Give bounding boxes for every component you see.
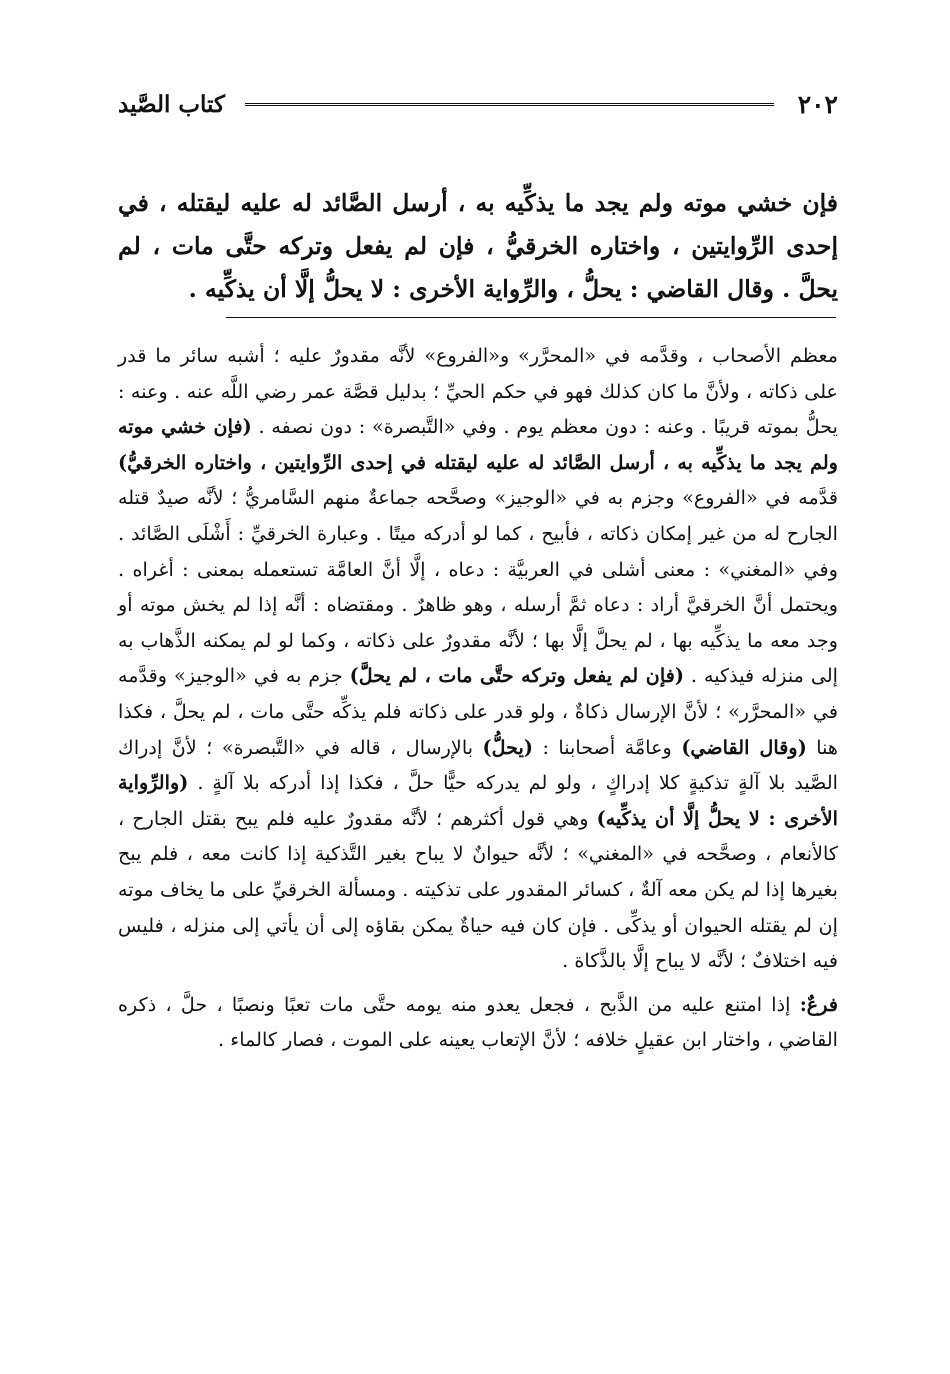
commentary-segment: وهي قول أكثرهم ؛ لأنَّه مقدورٌ عليه فلم يبح بقتل الجارح ، كالأنعام ، وصحَّحه في «المغني» ؛ لأنَّه حيوانٌ لا يباح بغير التَّذكية إذا كانت معه ، فلم يبح بغيرها إذا لم يكن معه آلةٌ ، كسائر المقدور على تذكيته . ومسألة الخرقيِّ على ما يخاف موته إن لم يقتله الحيوان أو يذكِّى . فإن كان فيه حياةٌ يمكن بقاؤه إلى أن يأتي إلى منزله ، فليس فيه اختلافٌ ؛ لأنَّه لا يباح إلَّا بالذَّكاة .	[118, 806, 838, 973]
quoted-matn: (وقال القاضي)	[681, 735, 807, 759]
commentary-segment: قدَّمه في «الفروع» وجزم به في «الوجيز» وصحَّحه جماعةٌ منهم السَّامريُّ ؛ لأنَّه صيدٌ قتله الجارح له من غير إمكان ذكاته ، فأبيح ، كما لو أدركه ميتًا . وعبارة الخرقيِّ : أَشْلَى الصَّائد . وفي «المغني» : معنى أشلى في العربيَّة : دعاه ، إلَّا أنَّ العامَّة تستعمله بمعنى : أغراه . ويحتمل أنَّ الخرقيَّ أراد : دعاه ثمَّ أرسله ، وهو ظاهرٌ . ومقتضاه : أنَّه إذا لم يخش موته أو وجد معه ما يذكِّيه بها ، لم يحلَّ إلَّا بها ؛ لأنَّه مقدورٌ على ذكاته ، وكما لو لم يمكنه الذَّهاب به إلى منزله فيذكيه .	[118, 486, 839, 688]
commentary-segment: معظم الأصحاب ، وقدَّمه في «المحرَّر» و«الفروع» لأنَّه مقدورٌ عليه ؛ أشبه سائر ما قدر على ذكاته ، ولأنَّ ما كان كذلك فهو في حكم الحيِّ ؛ بدليل قصَّة عمر رضي اللَّه عنه . وعنه : يحلُّ بموته قريبًا . وعنه : دون معظم يوم . وفي «التَّبصرة» : دون نصفه .	[118, 344, 839, 439]
quoted-matn: (فإن خشي موته ولم يجد ما يذكِّيه به ، أرسل الصَّائد له عليه ليقتله في إحدى الرِّوايتين ، واختاره الخرقيُّ)	[118, 415, 838, 474]
quoted-matn: (فإن لم يفعل وتركه حتَّى مات ، لم يحلَّ)	[349, 664, 684, 688]
far-text: إذا امتنع عليه من الذَّبح ، فجعل يعدو منه يومه حتَّى مات تعبًا ونصبًا ، حلَّ ، ذكره القاضي ، واختار ابن عقيلٍ خلافه ؛ لأنَّ الإتعاب يعينه على الموت ، فصار كالماء .	[118, 992, 838, 1052]
matn-rule	[226, 317, 836, 318]
far-label: فرعٌ:	[799, 992, 838, 1016]
quoted-matn: (يحلُّ)	[482, 735, 533, 759]
commentary-segment: وعامَّة أصحابنا :	[532, 735, 682, 759]
quoted-matn: (والرِّواية الأخرى : لا يحلُّ إلَّا أن يذكِّيه)	[118, 771, 838, 830]
sharh-text	[118, 338, 838, 979]
header-rule	[245, 103, 774, 106]
matn-text: فإن خشي موته ولم يجد ما يذكِّيه به ، أرسل الصَّائد له عليه ليقتله ، في إحدى الرِّوايتين ، واختاره الخرقيُّ ، فإن لم يفعل وتركه حتَّى مات ، لم يحلَّ . وقال القاضي : يحلُّ ، والرِّواية الأخرى : لا يحلُّ إلَّا أن يذكِّيه .	[118, 189, 838, 303]
page-number: ٢٠٢	[797, 89, 838, 119]
page-header	[118, 84, 838, 124]
running-title: كتاب الصَّيد	[118, 90, 225, 118]
far-paragraph	[118, 987, 838, 1058]
book-page	[118, 84, 838, 1058]
commentary-segment: جزم به في «الوجيز» وقدَّمه في «المحرَّر» ؛ لأنَّ الإرسال ذكاةٌ ، ولو قدر على ذكاته فلم يذكِّه حتَّى مات ، لم يحلَّ ، فكذا هنا	[118, 664, 839, 759]
commentary-segment: بالإرسال ، قاله في «التَّبصرة» ؛ لأنَّ إدراك الصَّيد بلا آلةٍ تذكيةٍ كلا إدراكٍ ، ولو لم يدركه حيًّا حلَّ ، فكذا إذا أدركه بلا آلةٍ .	[118, 735, 838, 795]
